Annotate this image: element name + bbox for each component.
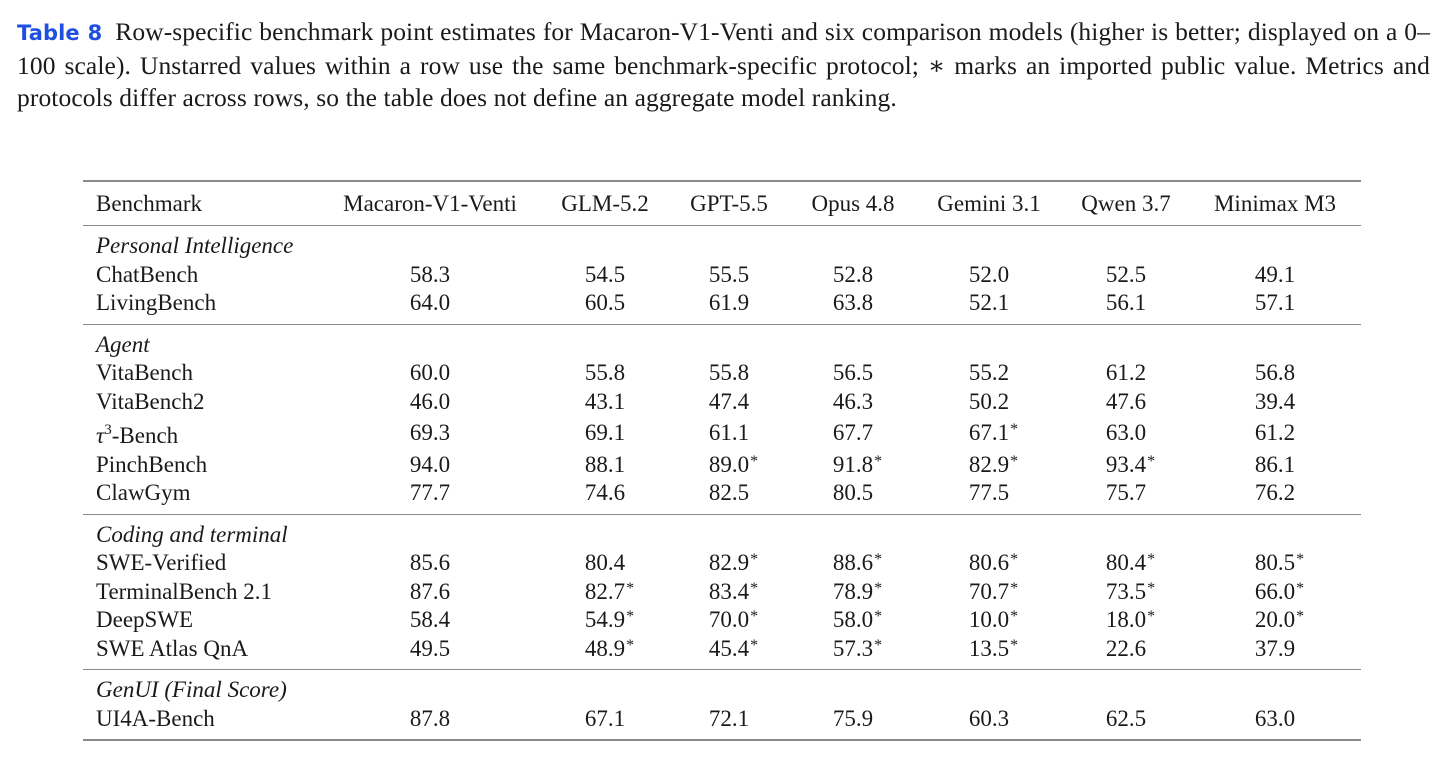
benchmark-value	[915, 416, 1063, 451]
value-text: 49.1	[1254, 261, 1296, 287]
table-row	[83, 416, 1361, 451]
value-text: 50.2	[968, 388, 1010, 414]
table-row	[83, 289, 1361, 324]
value-text: 52.1	[968, 290, 1010, 315]
column-header: GLM-5.2	[561, 190, 649, 216]
value-text: 58.3	[409, 261, 451, 287]
benchmark-name: ClawGym	[96, 480, 191, 505]
group-header-row	[83, 514, 1361, 549]
benchmark-value	[915, 289, 1063, 324]
benchmark-value	[317, 578, 543, 607]
value-text: 87.6	[409, 578, 451, 604]
benchmark-value	[543, 705, 667, 741]
value-text: 67.1 *	[969, 419, 1009, 448]
imported-value-marker: *	[626, 636, 635, 654]
table-group	[83, 324, 1361, 514]
value-text: 82.9 *	[709, 549, 749, 578]
imported-value-marker: *	[1296, 551, 1305, 568]
benchmark-value	[1063, 479, 1189, 514]
imported-value-marker: *	[626, 608, 635, 625]
benchmark-value	[915, 261, 1063, 290]
value-text: 67.7	[832, 420, 874, 445]
imported-value-marker: *	[874, 608, 883, 625]
benchmark-value	[1063, 451, 1189, 480]
benchmark-value	[1189, 388, 1361, 417]
group-header-row	[83, 226, 1361, 261]
value-text: 85.6	[409, 550, 451, 575]
value-text: 86.1	[1254, 451, 1296, 477]
imported-value-marker: *	[874, 579, 883, 597]
benchmark-value	[317, 359, 543, 388]
table-row	[83, 606, 1361, 635]
group-title: Coding and terminal	[96, 521, 288, 547]
benchmark-value	[791, 635, 915, 670]
benchmark-value	[317, 606, 543, 635]
value-text: 61.2	[1105, 360, 1147, 385]
value-text: 88.6 *	[833, 549, 873, 578]
benchmark-value	[543, 359, 667, 388]
group-title: Personal Intelligence	[96, 233, 294, 258]
value-text: 80.4	[584, 550, 626, 575]
value-text: 73.5 *	[1106, 578, 1146, 607]
benchmark-value	[915, 635, 1063, 670]
benchmark-value	[791, 549, 915, 578]
imported-value-marker: *	[1010, 579, 1019, 597]
benchmark-value	[1189, 289, 1361, 324]
benchmark-value	[667, 578, 791, 607]
benchmark-value	[543, 451, 667, 480]
imported-value-marker: *	[1010, 608, 1019, 625]
benchmark-value	[667, 606, 791, 635]
benchmark-value	[1063, 635, 1189, 670]
value-text: 47.6	[1105, 388, 1147, 414]
benchmark-name: UI4A-Bench	[96, 705, 215, 731]
benchmark-value	[317, 549, 543, 578]
value-text: 60.5	[584, 290, 626, 315]
value-text: 61.9	[708, 290, 750, 315]
value-text: 76.2	[1254, 480, 1296, 505]
benchmark-value	[1063, 388, 1189, 417]
imported-value-marker: *	[1296, 579, 1305, 597]
table-group	[83, 514, 1361, 670]
benchmark-value	[791, 416, 915, 451]
value-text: 64.0	[409, 290, 451, 315]
benchmark-value	[543, 606, 667, 635]
value-text: 82.7 *	[585, 578, 625, 607]
imported-value-marker: *	[1296, 608, 1305, 625]
column-header: Macaron-V1-Venti	[343, 190, 517, 216]
benchmark-value	[667, 705, 791, 741]
value-text: 13.5 *	[969, 635, 1009, 664]
imported-value-marker: *	[1147, 551, 1156, 568]
benchmark-value	[791, 289, 915, 324]
value-text: 63.0	[1105, 420, 1147, 445]
value-text: 58.0 *	[833, 606, 873, 635]
benchmark-value	[1189, 606, 1361, 635]
imported-value-marker: *	[750, 452, 759, 470]
group-header-row	[83, 670, 1361, 705]
table-row	[83, 705, 1361, 741]
benchmark-value	[1189, 705, 1361, 741]
benchmark-value	[915, 549, 1063, 578]
value-text: 56.5	[832, 360, 874, 385]
value-text: 67.1	[584, 705, 626, 731]
table-row	[83, 578, 1361, 607]
benchmark-value	[915, 705, 1063, 741]
benchmark-value	[317, 705, 543, 741]
value-text: 46.0	[409, 388, 451, 414]
value-text: 93.4 *	[1106, 451, 1146, 480]
value-text: 60.0	[409, 360, 451, 385]
value-text: 74.6	[584, 480, 626, 505]
column-header: Benchmark	[96, 190, 203, 216]
value-text: 77.7	[409, 480, 451, 505]
table-group	[83, 670, 1361, 741]
benchmark-value	[791, 578, 915, 607]
benchmark-value	[791, 451, 915, 480]
value-text: 55.8	[584, 360, 626, 385]
benchmark-value	[1189, 451, 1361, 480]
value-text: 80.5	[832, 480, 874, 505]
benchmark-value	[317, 416, 543, 451]
benchmark-value	[1189, 578, 1361, 607]
value-text: 54.9 *	[585, 606, 625, 635]
value-text: 82.5	[708, 480, 750, 505]
benchmark-value	[1063, 416, 1189, 451]
value-text: 69.1	[584, 420, 626, 445]
benchmark-value	[1063, 705, 1189, 741]
benchmark-value	[1189, 549, 1361, 578]
value-text: 48.9 *	[585, 635, 625, 664]
benchmark-value	[543, 261, 667, 290]
value-text: 70.0 *	[709, 606, 749, 635]
group-title: Agent	[96, 331, 150, 357]
value-text: 55.2	[968, 360, 1010, 385]
benchmark-value	[543, 479, 667, 514]
imported-value-marker: *	[1010, 551, 1019, 568]
value-text: 18.0 *	[1106, 606, 1146, 635]
imported-value-marker: *	[1010, 636, 1019, 654]
imported-value-marker: *	[874, 636, 883, 654]
value-text: 75.7	[1105, 480, 1147, 505]
imported-value-marker: *	[1010, 452, 1019, 470]
benchmark-value	[317, 479, 543, 514]
value-text: 80.5 *	[1255, 549, 1295, 578]
caption-label: Table 8	[17, 21, 103, 45]
value-text: 91.8 *	[833, 451, 873, 480]
benchmark-value	[1063, 578, 1189, 607]
benchmark-value	[667, 359, 791, 388]
value-text: 80.6 *	[969, 549, 1009, 578]
table-header-row	[83, 181, 1361, 226]
value-text: 49.5	[409, 635, 451, 661]
benchmark-name: $\tau^3$-Bench	[96, 422, 179, 448]
value-text: 83.4 *	[709, 578, 749, 607]
benchmark-value	[791, 261, 915, 290]
value-text: 58.4	[409, 607, 451, 632]
table-row	[83, 635, 1361, 670]
benchmark-value	[667, 635, 791, 670]
table-row	[83, 549, 1361, 578]
benchmark-value	[1063, 606, 1189, 635]
benchmark-value	[543, 578, 667, 607]
benchmark-name: TerminalBench 2.1	[96, 578, 272, 604]
value-text: 70.7 *	[969, 578, 1009, 607]
value-text: 52.8	[832, 261, 874, 287]
benchmark-value	[791, 606, 915, 635]
benchmark-value	[915, 359, 1063, 388]
value-text: 52.5	[1105, 261, 1147, 287]
column-header: Opus 4.8	[811, 190, 895, 216]
table-row	[83, 451, 1361, 480]
value-text: 63.0	[1254, 705, 1296, 731]
benchmark-table-container	[83, 180, 1361, 741]
value-text: 10.0 *	[969, 606, 1009, 635]
benchmark-value	[791, 705, 915, 741]
value-text: 82.9 *	[969, 451, 1009, 480]
benchmark-value	[791, 359, 915, 388]
benchmark-value	[543, 635, 667, 670]
value-text: 20.0 *	[1255, 606, 1295, 635]
group-title: GenUI (Final Score)	[96, 677, 287, 702]
benchmark-value	[317, 261, 543, 290]
column-header: Qwen 3.7	[1081, 190, 1171, 216]
benchmark-value	[791, 479, 915, 514]
benchmark-value	[667, 451, 791, 480]
table-caption	[17, 16, 1430, 115]
benchmark-name: PinchBench	[96, 451, 208, 477]
benchmark-value	[317, 289, 543, 324]
benchmark-value	[543, 416, 667, 451]
value-text: 54.5	[584, 261, 626, 287]
benchmark-name: DeepSWE	[96, 607, 194, 632]
imported-value-marker: *	[750, 608, 759, 625]
benchmark-name: VitaBench2	[96, 388, 205, 414]
caption-text: Row-specific benchmark point estimates for Macaron-V1-Venti and six comparison models (higher is better; displayed on a 0–100 scale). Unstarred values within a row use the same benchmark-specific protocol; ∗ marks an imported public value. Metrics and protocols differ across rows, so the table does not define an aggregate model ranking.	[17, 17, 1431, 112]
value-text: 39.4	[1254, 388, 1296, 414]
imported-value-marker: *	[874, 551, 883, 568]
benchmark-value	[1189, 635, 1361, 670]
value-text: 80.4 *	[1106, 549, 1146, 578]
group-header-row	[83, 324, 1361, 359]
imported-value-marker: *	[1147, 608, 1156, 625]
benchmark-name: ChatBench	[96, 261, 199, 287]
value-text: 47.4	[708, 388, 750, 414]
table-row	[83, 388, 1361, 417]
benchmark-table	[83, 180, 1361, 741]
column-header: Gemini 3.1	[937, 190, 1041, 216]
value-text: 45.4 *	[709, 635, 749, 664]
value-text: 57.1	[1254, 290, 1296, 315]
value-text: 62.5	[1105, 705, 1147, 731]
imported-value-marker: *	[750, 579, 759, 597]
benchmark-value	[915, 388, 1063, 417]
benchmark-value	[1063, 549, 1189, 578]
value-text: 63.8	[832, 290, 874, 315]
value-text: 56.1	[1105, 290, 1147, 315]
benchmark-value	[1063, 359, 1189, 388]
benchmark-value	[317, 388, 543, 417]
benchmark-value	[1189, 359, 1361, 388]
benchmark-value	[543, 289, 667, 324]
value-text: 72.1	[708, 705, 750, 731]
value-text: 37.9	[1254, 635, 1296, 661]
benchmark-value	[1189, 261, 1361, 290]
benchmark-value	[667, 388, 791, 417]
value-text: 55.8	[708, 360, 750, 385]
table-group	[83, 226, 1361, 325]
benchmark-value	[915, 479, 1063, 514]
value-text: 22.6	[1105, 635, 1147, 661]
benchmark-value	[1189, 479, 1361, 514]
value-text: 60.3	[968, 705, 1010, 731]
benchmark-value	[915, 578, 1063, 607]
value-text: 55.5	[708, 261, 750, 287]
imported-value-marker: *	[1147, 579, 1156, 597]
value-text: 61.2	[1254, 420, 1296, 445]
benchmark-value	[915, 451, 1063, 480]
imported-value-marker: *	[626, 579, 635, 597]
benchmark-value	[317, 635, 543, 670]
benchmark-value	[667, 479, 791, 514]
value-text: 75.9	[832, 705, 874, 731]
value-text: 88.1	[584, 451, 626, 477]
benchmark-value	[1189, 416, 1361, 451]
benchmark-value	[667, 289, 791, 324]
column-header: Minimax M3	[1213, 190, 1337, 216]
value-text: 57.3 *	[833, 635, 873, 664]
benchmark-name: VitaBench	[96, 360, 193, 385]
benchmark-value	[667, 549, 791, 578]
benchmark-name: LivingBench	[96, 290, 217, 315]
value-text: 46.3	[832, 388, 874, 414]
value-text: 78.9 *	[833, 578, 873, 607]
value-text: 87.8	[409, 705, 451, 731]
table-row	[83, 359, 1361, 388]
value-text: 43.1	[584, 388, 626, 414]
imported-value-marker: *	[874, 452, 883, 470]
benchmark-value	[317, 451, 543, 480]
table-row	[83, 479, 1361, 514]
benchmark-value	[667, 416, 791, 451]
benchmark-value	[667, 261, 791, 290]
benchmark-value	[791, 388, 915, 417]
column-header: GPT-5.5	[690, 190, 768, 216]
table-row	[83, 261, 1361, 290]
value-text: 52.0	[968, 261, 1010, 287]
benchmark-value	[543, 549, 667, 578]
imported-value-marker: *	[1147, 452, 1156, 470]
value-text: 66.0 *	[1255, 578, 1295, 607]
imported-value-marker: *	[1010, 421, 1019, 438]
benchmark-name: SWE-Verified	[96, 550, 227, 575]
benchmark-name: SWE Atlas QnA	[96, 635, 249, 661]
value-text: 61.1	[708, 420, 750, 445]
benchmark-value	[915, 606, 1063, 635]
value-text: 89.0 *	[709, 451, 749, 480]
benchmark-value	[543, 388, 667, 417]
benchmark-value	[1063, 261, 1189, 290]
value-text: 77.5	[968, 480, 1010, 505]
imported-value-marker: *	[750, 551, 759, 568]
value-text: 94.0	[409, 451, 451, 477]
value-text: 56.8	[1254, 360, 1296, 385]
value-text: 69.3	[409, 420, 451, 445]
benchmark-value	[1063, 289, 1189, 324]
imported-value-marker: *	[750, 636, 759, 654]
